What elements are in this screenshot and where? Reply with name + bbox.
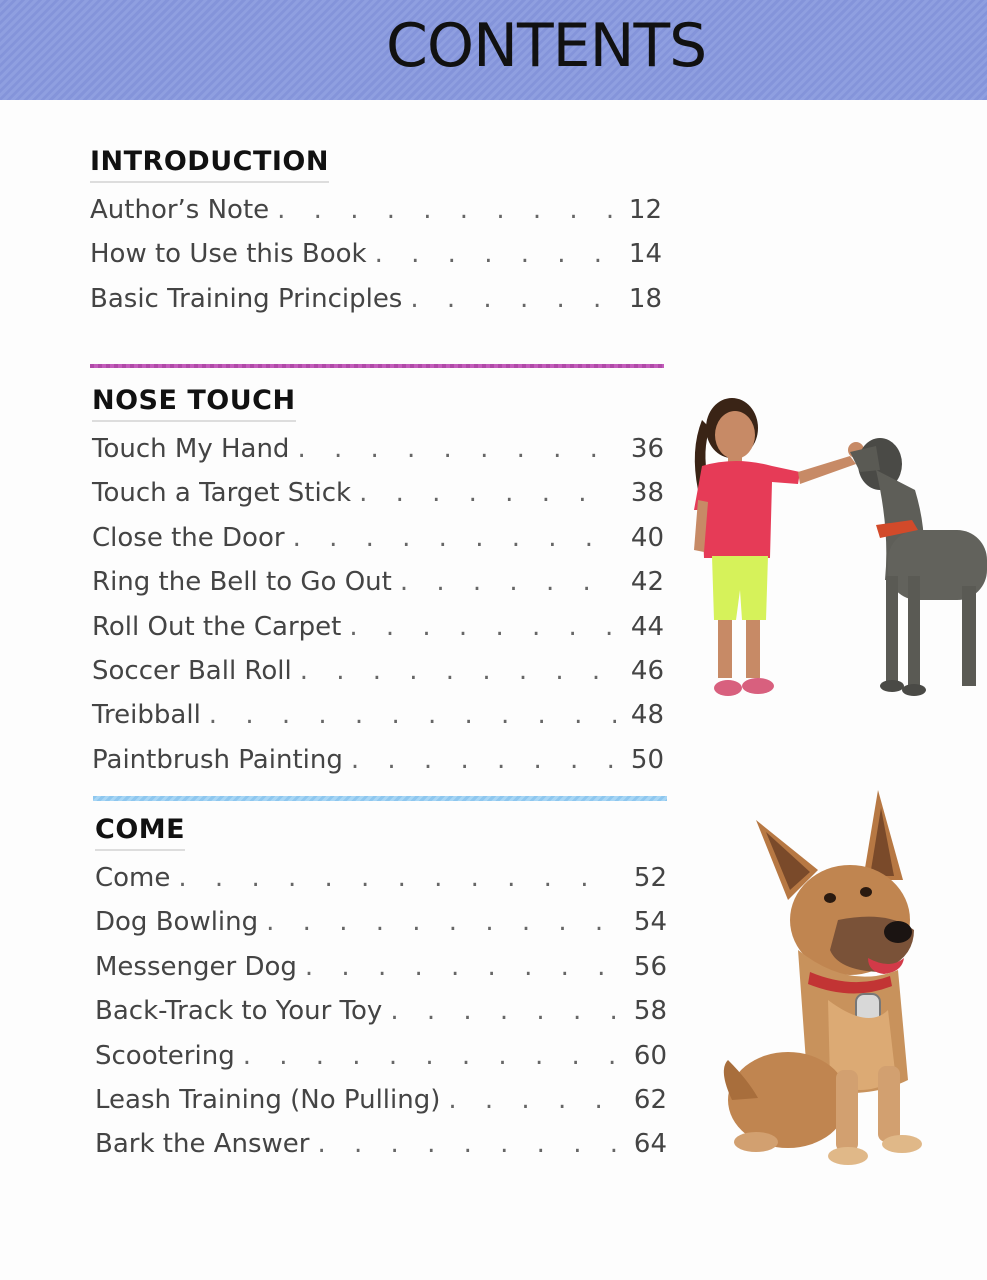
toc-entry-page: 18	[628, 283, 662, 314]
section-introduction	[90, 147, 662, 324]
section-nose-touch	[92, 386, 664, 785]
toc-entry-title: Touch a Target Stick	[92, 478, 352, 509]
toc-entry-title: Soccer Ball Roll	[92, 655, 292, 686]
toc-entry-title: Roll Out the Carpet	[92, 611, 342, 642]
dot-leader	[300, 652, 616, 690]
toc-entry-title: Messenger Dog	[95, 951, 297, 982]
toc-entry-title: How to Use this Book	[90, 239, 367, 270]
toc-entry-title: Scootering	[95, 1040, 235, 1071]
toc-entry-page: 42	[630, 567, 664, 598]
dot-leader	[243, 1037, 619, 1075]
toc-entry-page: 14	[628, 239, 662, 270]
toc-entry-page: 54	[633, 907, 667, 938]
dot-leader	[375, 235, 614, 273]
toc-entry-page: 40	[630, 522, 664, 553]
toc-entry[interactable]	[92, 741, 664, 785]
toc-entry-page: 46	[630, 655, 664, 686]
toc-entry-page: 62	[633, 1084, 667, 1115]
toc-entry-title: Ring the Bell to Go Out	[92, 567, 392, 598]
toc-entry-title: Paintbrush Painting	[92, 744, 343, 775]
toc-entry-page: 60	[633, 1040, 667, 1071]
dot-leader	[349, 608, 616, 646]
toc-entry[interactable]	[95, 1125, 667, 1169]
toc-entry-page: 44	[630, 611, 664, 642]
toc-entry[interactable]	[92, 474, 664, 518]
toc-entry-title: Come	[95, 863, 171, 893]
toc-entry-title: Touch My Hand	[92, 434, 290, 464]
page-title: CONTENTS	[386, 11, 707, 81]
toc-entry-page: 64	[633, 1129, 667, 1160]
dot-leader	[410, 280, 614, 318]
toc-entry-page: 12	[628, 195, 662, 225]
toc-entry[interactable]	[90, 191, 662, 235]
toc-entry[interactable]	[92, 696, 664, 740]
poodle-figure	[850, 438, 987, 696]
toc-entry-title: Back-Track to Your Toy	[95, 996, 383, 1027]
dot-leader	[448, 1081, 619, 1119]
dot-leader	[297, 430, 616, 468]
toc-entry-title: Leash Training (No Pulling)	[95, 1084, 441, 1115]
dot-leader	[359, 474, 616, 512]
toc-entry-title: Dog Bowling	[95, 907, 259, 938]
toc-entry[interactable]	[95, 859, 667, 903]
dot-leader	[277, 191, 614, 229]
toc-entry-page: 56	[633, 951, 667, 982]
toc-entry[interactable]	[92, 563, 664, 607]
girl-figure	[694, 398, 864, 696]
toc-entry-page: 52	[633, 863, 667, 893]
section-heading: COME	[95, 815, 185, 851]
toc-entry-title: Basic Training Principles	[90, 283, 403, 314]
toc-entry[interactable]	[95, 903, 667, 947]
toc-entry[interactable]	[95, 1037, 667, 1081]
toc-entry[interactable]	[95, 948, 667, 992]
toc-entry-page: 36	[630, 434, 664, 464]
toc-entry[interactable]	[95, 1081, 667, 1125]
toc-entry[interactable]	[95, 992, 667, 1036]
toc-entry[interactable]	[92, 652, 664, 696]
shepherd-dog-photo	[718, 780, 958, 1180]
toc-entry-page: 38	[630, 478, 664, 509]
toc-entry-title: Bark the Answer	[95, 1129, 310, 1160]
girl-and-poodle-photo	[680, 380, 987, 710]
toc-entry[interactable]	[92, 519, 664, 563]
toc-entry-title: Author’s Note	[90, 195, 270, 225]
section-heading: NOSE TOUCH	[92, 386, 296, 422]
toc-entry-page: 48	[630, 700, 664, 731]
dot-leader	[266, 903, 619, 941]
toc-entry-page: 50	[630, 744, 664, 775]
toc-entry-title: Treibball	[92, 700, 201, 731]
dot-leader	[209, 696, 616, 734]
toc-entry[interactable]	[90, 235, 662, 279]
toc-entry-title: Close the Door	[92, 522, 285, 553]
dot-leader	[305, 948, 619, 986]
toc-entry[interactable]	[92, 430, 664, 474]
dot-leader	[317, 1125, 619, 1163]
dot-leader	[178, 859, 619, 897]
toc-entry[interactable]	[92, 608, 664, 652]
toc-entry-page: 58	[633, 996, 667, 1027]
toc-entry[interactable]	[90, 280, 662, 324]
dot-leader	[400, 563, 616, 601]
dot-leader	[390, 992, 619, 1030]
section-divider-nose-touch	[90, 364, 664, 368]
dot-leader	[293, 519, 616, 557]
section-come	[95, 815, 667, 1170]
section-divider-come	[93, 796, 667, 801]
section-heading: INTRODUCTION	[90, 147, 329, 183]
dot-leader	[351, 741, 616, 779]
